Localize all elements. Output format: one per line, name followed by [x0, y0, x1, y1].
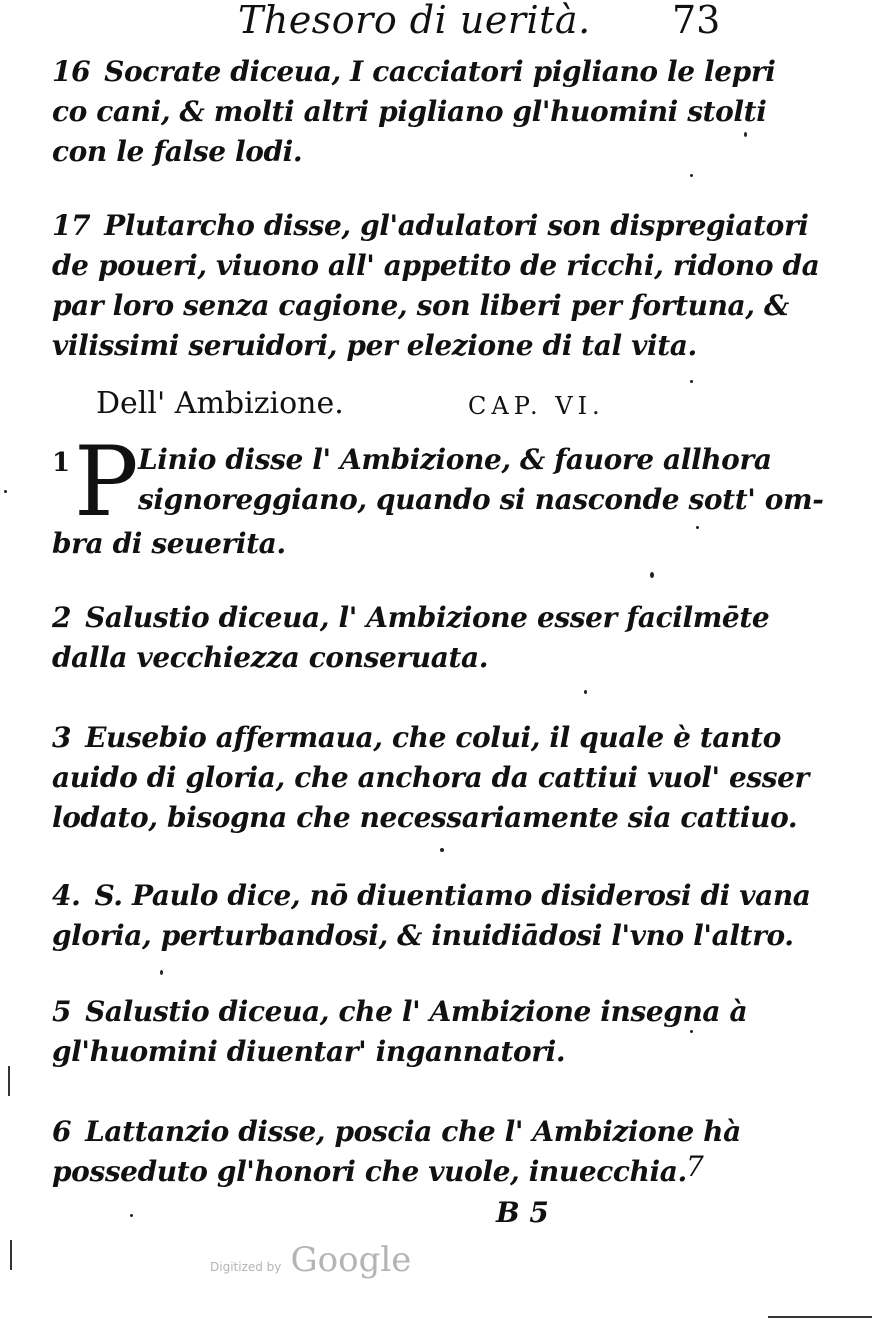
- margin-mark: [8, 1066, 10, 1096]
- paragraph-number: 16: [52, 55, 91, 88]
- scan-speck: [584, 690, 587, 694]
- scan-speck: [744, 132, 747, 137]
- scan-speck: [4, 490, 7, 493]
- google-logo: Google: [290, 1240, 412, 1280]
- paragraph-5: [52, 992, 748, 1072]
- text-line: auido di gloria, che anchora da cattiui vuol' esser: [52, 761, 809, 794]
- paragraph-number: 5: [52, 995, 72, 1028]
- text-line: lodato, bisogna che necessariamente sia cattiuo.: [52, 801, 798, 834]
- running-title: Thesoro di uerità.: [238, 0, 591, 42]
- digitization-watermark: [210, 1240, 411, 1280]
- text-line: de poueri, viuono all' appetito de ricchi, ridono da: [52, 249, 820, 282]
- scan-speck: [650, 572, 654, 578]
- page-number: 73: [672, 0, 721, 42]
- text-line: 6 Lattanzio disse, poscia che l' Ambizione hà: [52, 1115, 741, 1148]
- paragraph-number: 6: [52, 1115, 72, 1148]
- paragraph-number: 1: [52, 448, 71, 478]
- text-line: bra di seuerita.: [52, 527, 286, 560]
- text-line: 16 Socrate diceua, I cacciatori pigliano le lepri: [52, 55, 776, 88]
- text-line: dalla vecchiezza conseruata.: [52, 641, 489, 674]
- paragraph-6: [52, 1112, 741, 1192]
- text-line: 17 Plutarcho disse, gl'adulatori son dispregiatori: [52, 209, 809, 242]
- text-line: 2 Salustio diceua, l' Ambizione esser facilmēte: [52, 601, 770, 634]
- paragraph-16: [52, 52, 776, 172]
- text-line: 4. S. Paulo dice, nō diuentiamo disiderosi di vana: [52, 879, 811, 912]
- paragraph-17: [52, 206, 820, 366]
- page-header: [0, 0, 874, 48]
- text-line: par loro senza cagione, son liberi per fortuna, &: [52, 289, 789, 322]
- paragraph-number: 4.: [52, 879, 81, 912]
- chapter-number: CAP. VI.: [468, 392, 605, 420]
- paragraph-1: [52, 426, 824, 570]
- scan-speck: [696, 526, 699, 529]
- watermark-prefix: Digitized by: [210, 1260, 282, 1274]
- paragraph-2: [52, 598, 770, 678]
- scan-speck: [690, 380, 693, 383]
- text-line: vilissimi seruidori, per elezione di tal vita.: [52, 329, 697, 362]
- paragraph-number: 2: [52, 601, 72, 634]
- text-line: posseduto gl'honori che vuole, inuecchia.: [52, 1155, 687, 1188]
- text-line: con le false lodi.: [52, 135, 303, 168]
- text-line: gloria, perturbandosi, & inuidiādosi l'vno l'altro.: [52, 919, 794, 952]
- scan-speck: [690, 174, 693, 177]
- text-line: gl'huomini diuentar' ingannatori.: [52, 1035, 566, 1068]
- text-line: co cani, & molti altri pigliano gl'huomini stolti: [52, 95, 767, 128]
- scan-speck: [440, 848, 444, 852]
- paragraph-4: [52, 876, 811, 956]
- text-line: Linio disse l' Ambizione, & fauore allhora: [138, 443, 772, 476]
- chapter-title: Dell' Ambizione.: [96, 386, 344, 421]
- text-line: 5 Salustio diceua, che l' Ambizione insegna à: [52, 995, 748, 1028]
- catchword-custos: 7: [686, 1150, 704, 1183]
- scan-speck: [690, 1030, 693, 1033]
- signature-mark: B 5: [496, 1196, 549, 1229]
- margin-mark: [768, 1316, 872, 1318]
- paragraph-number: 3: [52, 721, 72, 754]
- drop-cap-initial: P: [74, 426, 139, 538]
- text-line: signoreggiano, quando si nasconde sott' om-: [138, 483, 824, 516]
- scan-speck: [130, 1214, 133, 1217]
- scan-speck: [160, 970, 163, 975]
- margin-mark: [10, 1240, 12, 1270]
- chapter-heading: [96, 386, 696, 428]
- paragraph-number: 17: [52, 209, 91, 242]
- text-line: 3 Eusebio affermaua, che colui, il quale è tanto: [52, 721, 781, 754]
- paragraph-3: [52, 718, 809, 838]
